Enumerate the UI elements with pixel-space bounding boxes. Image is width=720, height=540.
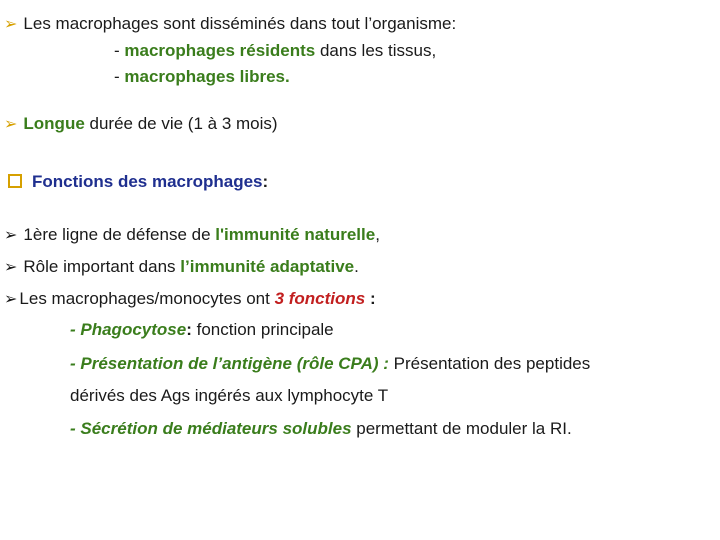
arrow-bullet-icon: ➢ xyxy=(4,116,18,133)
bullet-first-line xyxy=(4,225,380,246)
text: Les macrophages/monocytes ont xyxy=(19,289,275,308)
dash: - xyxy=(114,67,125,86)
function-phagocytose xyxy=(70,320,334,340)
three-functions: 3 fonctions xyxy=(274,289,366,308)
functions-heading: Fonctions des macrophages xyxy=(32,172,263,191)
text: Rôle important dans xyxy=(23,257,181,276)
sub-text: dans les tissus, xyxy=(315,41,437,60)
heading-functions xyxy=(8,172,268,192)
lifespan-bold: Longue xyxy=(23,114,85,133)
text: 1ère ligne de défense de xyxy=(23,225,216,244)
bullet-dissemination xyxy=(4,14,456,35)
bullet-lifespan xyxy=(4,114,278,135)
function-text: permettant de moduler la RI. xyxy=(351,419,572,438)
colon: : xyxy=(365,289,376,308)
function-presentation xyxy=(70,354,590,374)
arrow-bullet-icon: ➢ xyxy=(4,291,18,308)
adaptive-immunity: l’immunité adaptative xyxy=(180,257,355,276)
bullet-adaptive xyxy=(4,257,359,278)
function-label: - Phagocytose xyxy=(70,320,187,339)
dash: - xyxy=(114,41,125,60)
arrow-bullet-icon: ➢ xyxy=(4,259,18,276)
function-label: - Sécrétion de médiateurs solubles xyxy=(70,419,352,438)
free-macrophages: macrophages libres. xyxy=(124,67,290,86)
colon: : xyxy=(186,320,192,339)
colon: : xyxy=(262,172,269,191)
function-text: Présentation des peptides xyxy=(388,354,591,373)
square-bullet-icon xyxy=(8,174,22,188)
sub-item-resident xyxy=(114,41,436,61)
text: , xyxy=(375,225,380,244)
sub-item-free xyxy=(114,67,290,87)
bullet-three-functions xyxy=(4,289,376,310)
text: . xyxy=(354,257,359,276)
bullet-text: Les macrophages sont disséminés dans tout l’organisme: xyxy=(23,14,457,33)
arrow-bullet-icon: ➢ xyxy=(4,227,18,244)
function-text: dérivés des Ags ingérés aux lymphocyte T xyxy=(70,386,389,405)
lifespan-text: durée de vie (1 à 3 mois) xyxy=(84,114,278,133)
function-label: - Présentation de l’antigène (rôle CPA) : xyxy=(70,354,389,373)
function-secretion xyxy=(70,419,572,439)
arrow-bullet-icon: ➢ xyxy=(4,16,18,33)
innate-immunity: l'immunité naturelle xyxy=(215,225,376,244)
resident-macrophages: macrophages résidents xyxy=(124,41,316,60)
function-text: fonction principale xyxy=(191,320,334,339)
function-presentation-cont xyxy=(70,386,388,406)
